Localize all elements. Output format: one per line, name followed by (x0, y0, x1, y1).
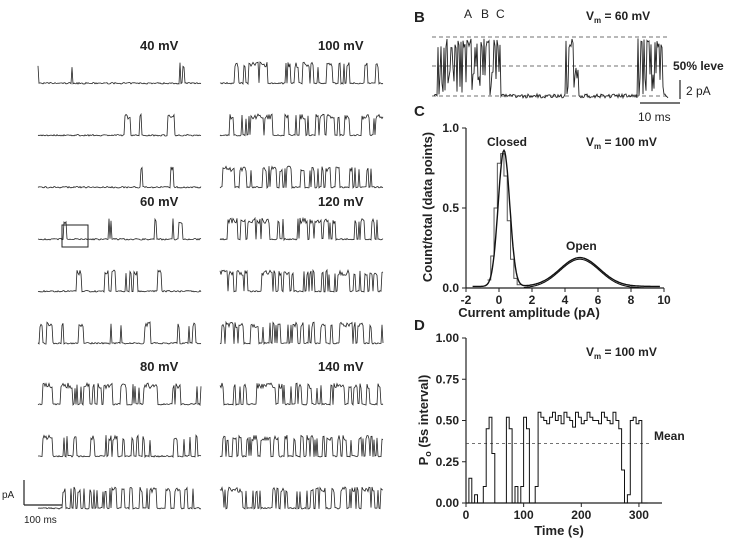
panel-c-voltage: $V_m = 100$ mV (586, 135, 657, 151)
channel-trace (38, 322, 201, 344)
channel-trace (38, 383, 201, 405)
voltage-label-80: 80 mV (140, 359, 179, 374)
channel-trace (220, 270, 383, 292)
d-x-tick-label: 300 (628, 508, 649, 522)
half-level-label: 50% leve (673, 59, 724, 73)
channel-trace (38, 114, 201, 136)
zoom-box (62, 225, 88, 247)
b-scale-x-label: 10 ms (638, 110, 671, 124)
c-y-tick-label: 0.5 (442, 201, 459, 215)
panel-b-voltage: $V_m = 60$ mV (586, 9, 651, 25)
channel-trace (38, 63, 201, 84)
channel-trace (220, 435, 383, 457)
panel-c-letter: C (414, 103, 425, 120)
panel-c-xlabel: Current amplitude (pA) (458, 305, 600, 320)
channel-trace (38, 487, 201, 509)
c-x-tick-label: 8 (627, 293, 635, 307)
panel-d-po (414, 317, 685, 538)
marker-a: A (464, 7, 473, 21)
c-y-tick-label: 1.0 (442, 121, 459, 135)
panel-c-ylabel: Count/total (data points) (420, 131, 435, 283)
po-step-line (466, 412, 648, 503)
panel-d-letter: D (414, 317, 425, 334)
channel-trace (220, 383, 383, 405)
panel-b-trace (434, 38, 668, 98)
trace-group (38, 62, 383, 509)
d-y-tick-label: 0.75 (435, 372, 459, 387)
panel-d-xlabel: Time (s) (534, 523, 584, 538)
channel-trace (220, 166, 383, 188)
c-x-tick-label: 0 (495, 293, 503, 307)
panel-d-ylabel: $P_o$ (5s interval) (416, 374, 433, 466)
d-x-tick-label: 0 (462, 508, 470, 522)
voltage-label-40: 40 mV (140, 38, 179, 53)
b-scale-y-label: 2 pA (686, 84, 711, 98)
panel-b-letter: B (414, 9, 425, 26)
open-component-curve (524, 259, 660, 288)
d-y-tick-label: 0.50 (435, 413, 459, 428)
channel-trace (38, 270, 201, 292)
annot-open: Open (566, 239, 597, 253)
d-y-tick-label: 0.25 (435, 454, 459, 469)
c-x-tick-label: -2 (460, 293, 472, 307)
channel-trace (220, 487, 383, 509)
channel-trace (38, 435, 201, 457)
fit-curve (473, 150, 660, 286)
panel-c-histogram (414, 103, 671, 320)
scale-bar-y-label: pA (2, 490, 15, 501)
voltage-label-100: 100 mV (318, 38, 364, 53)
channel-trace (220, 62, 383, 84)
panel-d-axes (436, 331, 662, 522)
panel-d-voltage: $V_m = 100$ mV (586, 345, 657, 361)
c-x-tick-label: 6 (594, 293, 602, 307)
voltage-label-60: 60 mV (140, 194, 179, 209)
c-x-tick-label: 10 (657, 293, 671, 307)
c-x-tick-label: 4 (561, 293, 569, 307)
voltage-label-120: 120 mV (318, 194, 364, 209)
mean-label: Mean (654, 429, 685, 443)
d-y-tick-label: 1.00 (435, 331, 459, 345)
channel-trace (220, 114, 383, 136)
panel-b (414, 7, 724, 124)
scale-bar-x-label: 100 ms (24, 515, 57, 526)
c-y-tick-label: 0.0 (442, 281, 459, 295)
marker-b: B (481, 7, 490, 21)
d-x-tick-label: 100 (513, 508, 534, 522)
panel-d-marks (466, 412, 652, 503)
panel-c-marks (473, 150, 660, 288)
marker-c: C (496, 7, 505, 21)
d-x-tick-label: 200 (571, 508, 592, 522)
single-channel-traces-panel (2, 38, 383, 526)
channel-trace (220, 218, 383, 240)
channel-trace (220, 322, 383, 344)
channel-trace (38, 167, 201, 188)
d-y-tick-label: 0.00 (435, 496, 459, 510)
annot-closed: Closed (487, 135, 528, 149)
c-x-tick-label: 2 (528, 293, 536, 307)
voltage-label-140: 140 mV (318, 359, 364, 374)
